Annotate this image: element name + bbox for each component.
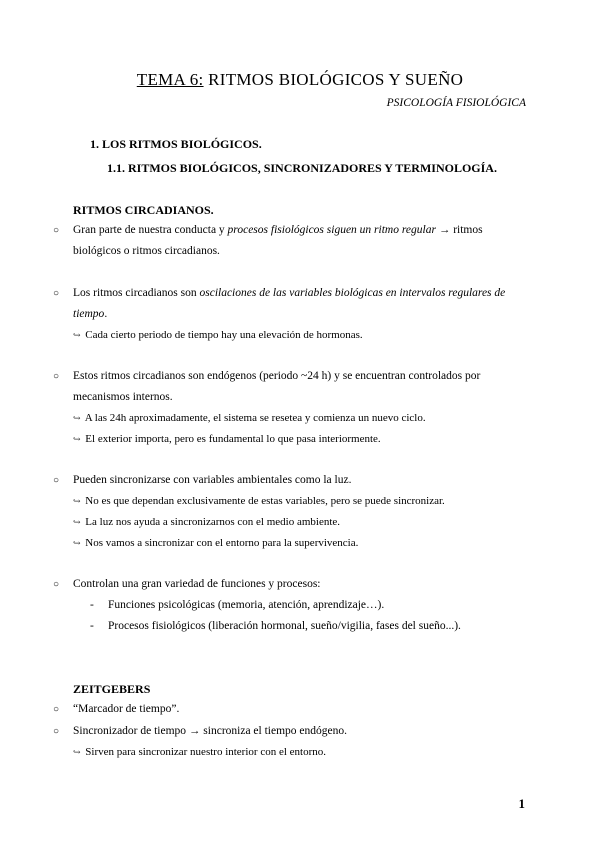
bullet-text: Pueden sincronizarse con variables ambientales como la luz. <box>73 474 352 486</box>
title-lead: TEMA 6: <box>136 70 204 89</box>
bullet-circle-icon: ○ <box>53 579 60 590</box>
bullet-text: Estos ritmos circadianos son endógenos (periodo ~24 h) y se encuentran controlados por mecanismos internos. <box>73 370 481 403</box>
page-number: 1 <box>518 796 525 811</box>
bullet-text: Gran parte de nuestra conducta y procesos fisiológicos siguen un ritmo regular → ritmos biológicos o ritmos circadianos. <box>73 224 483 257</box>
dash-list-item: - Funciones psicológicas (memoria, atención, aprendizaje…). <box>90 595 523 616</box>
hook-arrow-icon: ↪ <box>73 747 81 757</box>
hook-arrow-icon: ↪ <box>73 517 81 527</box>
sub-item: ↪ Sirven para sincronizar nuestro interior con el entorno. <box>73 746 326 758</box>
list-item <box>53 699 523 720</box>
hook-arrow-icon: ↪ <box>73 413 81 423</box>
list-item <box>53 220 523 262</box>
dash-list-item: - Procesos fisiológicos (liberación hormonal, sueño/vigilia, fases del sueño...). <box>90 616 523 637</box>
bullet-text: Sincronizador de tiempo → sincroniza el tiempo endógeno. <box>73 725 348 737</box>
dash-marker: - <box>90 620 94 632</box>
sub-item: ↪ La luz nos ayuda a sincronizarnos con el medio ambiente. <box>73 516 341 528</box>
list-item <box>53 283 523 346</box>
bullet-circle-icon: ○ <box>53 704 60 715</box>
section-title-zeitgebers: ZEITGEBERS <box>73 682 151 696</box>
bullet-circle-icon: ○ <box>53 225 60 236</box>
list-item <box>53 574 523 637</box>
title-rest: RITMOS BIOLÓGICOS Y SUEÑO <box>203 70 464 89</box>
sub-item: ↪ Cada cierto periodo de tiempo hay una elevación de hormonas. <box>73 329 363 341</box>
heading-level-1: 1. LOS RITMOS BIOLÓGICOS. <box>90 137 262 151</box>
sub-item: ↪ Nos vamos a sincronizar con el entorno para la supervivencia. <box>73 537 359 549</box>
bullet-circle-icon: ○ <box>53 288 60 299</box>
list-item <box>53 470 523 554</box>
bullet-text: Controlan una gran variedad de funciones y procesos: <box>73 578 321 590</box>
bullet-text: “Marcador de tiempo”. <box>73 703 180 715</box>
list-item <box>53 366 523 450</box>
sub-item: ↪ El exterior importa, pero es fundamental lo que pasa interiormente. <box>73 433 381 445</box>
dash-marker: - <box>90 599 94 611</box>
hook-arrow-icon: ↪ <box>73 330 81 340</box>
document-title <box>0 70 600 90</box>
hook-arrow-icon: ↪ <box>73 538 81 548</box>
bullet-circle-icon: ○ <box>53 726 60 737</box>
section-title-circadianos: RITMOS CIRCADIANOS. <box>73 203 214 217</box>
sub-item: ↪ A las 24h aproximadamente, el sistema se resetea y comienza un nuevo ciclo. <box>73 412 426 424</box>
document-subtitle: PSICOLOGÍA FISIOLÓGICA <box>386 97 526 109</box>
bullet-text: Los ritmos circadianos son oscilaciones de las variables biológicas en intervalos regulares de tiempo. <box>73 287 506 320</box>
hook-arrow-icon: ↪ <box>73 496 81 506</box>
heading-level-2: 1.1. RITMOS BIOLÓGICOS, SINCRONIZADORES Y TERMINOLOGÍA. <box>107 161 497 175</box>
sub-item: ↪ No es que dependan exclusivamente de estas variables, pero se puede sincronizar. <box>73 495 445 507</box>
bullet-circle-icon: ○ <box>53 475 60 486</box>
list-item <box>53 721 523 763</box>
bullet-circle-icon: ○ <box>53 371 60 382</box>
hook-arrow-icon: ↪ <box>73 434 81 444</box>
